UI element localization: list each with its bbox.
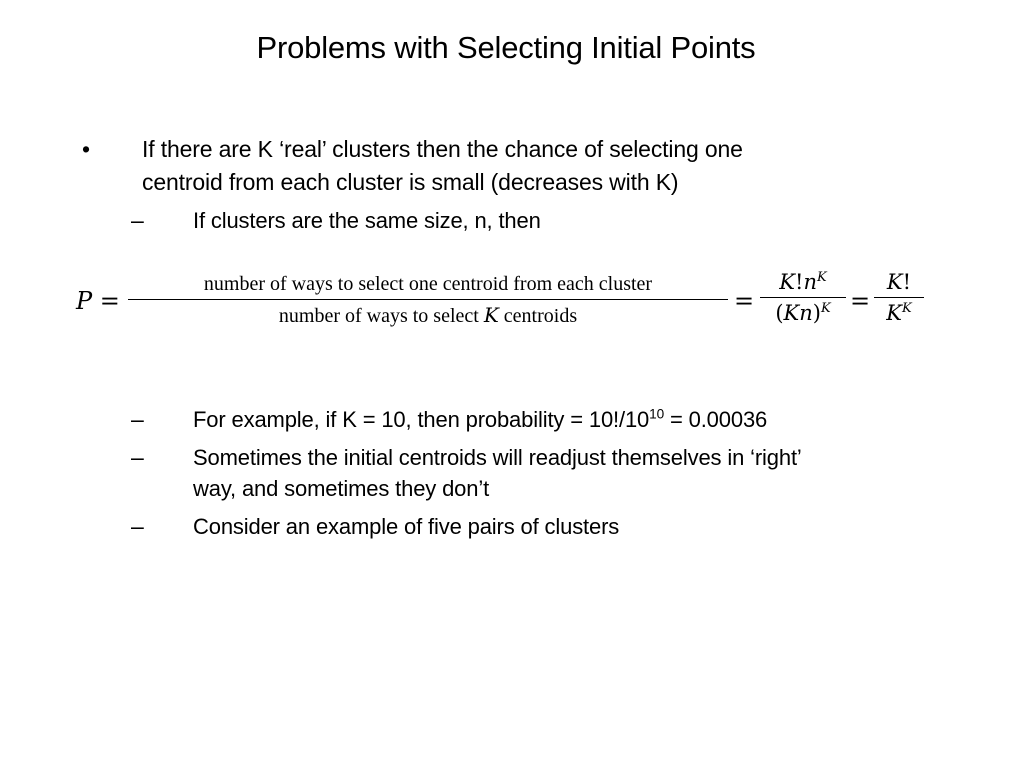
formula-p: P [76, 287, 93, 315]
fraction3-numerator [874, 269, 924, 295]
fraction-bar [128, 299, 728, 300]
num3-k: K [886, 270, 903, 294]
num-factorial: ! [794, 270, 804, 294]
probability-formula [74, 266, 934, 346]
den-paren-open: ( [775, 301, 784, 325]
fraction3-bar [874, 297, 924, 298]
fraction2-bar [760, 297, 846, 298]
subbullet-marker: – [131, 207, 144, 233]
denominator-var-k: K [483, 303, 499, 327]
den3-k: K [886, 301, 902, 325]
den-exponent: K [820, 301, 831, 316]
subbullet-text: Consider an example of five pairs of clusters [193, 514, 620, 539]
example-text: For example, if K = 10, then probability = 10!/10 [193, 407, 650, 432]
example-exponent: 10 [649, 406, 665, 422]
subbullet-text-line-2: way, and sometimes they don’t [193, 476, 490, 501]
formula-fraction-k-factorial-k [874, 269, 924, 326]
denominator-text-b: centroids [498, 305, 578, 327]
den-paren-close: ) [812, 301, 821, 325]
fraction-numerator: number of ways to select one centroid from each cluster [203, 273, 653, 295]
num-k: K [779, 270, 795, 294]
num-n: n [803, 270, 817, 294]
subbullet-text-line-1: Sometimes the initial centroids will readjust themselves in ‘right’ [193, 445, 802, 470]
fraction-denominator [128, 302, 728, 329]
num-exponent: K [816, 270, 827, 285]
subbullet-text: If clusters are the same size, n, then [193, 208, 541, 233]
subbullet-marker: – [131, 444, 144, 470]
bullet-text-line-1: If there are K ‘real’ clusters then the chance of selecting one [142, 136, 743, 162]
formula-equals-2: = [734, 287, 755, 315]
num3-factorial: ! [902, 270, 912, 294]
slide-title: Problems with Selecting Initial Points [256, 30, 756, 65]
subbullet-marker: – [131, 406, 144, 432]
subbullet-example [193, 403, 767, 436]
fraction2-numerator [760, 269, 846, 295]
bullet-marker: • [82, 136, 91, 162]
fraction3-denominator [874, 300, 924, 326]
den-kn: Kn [783, 301, 813, 325]
denominator-text-a: number of ways to select [278, 305, 484, 327]
example-result: = 0.00036 [664, 407, 768, 432]
formula-lhs [76, 287, 120, 315]
formula-fraction-k-factorial-n [760, 269, 846, 326]
formula-fraction-ways [128, 271, 728, 329]
formula-equals-3: = [850, 287, 871, 315]
formula-equals-1: = [99, 287, 120, 315]
den3-exponent: K [901, 301, 912, 316]
bullet-text-line-2: centroid from each cluster is small (decreases with K) [142, 169, 679, 195]
fraction2-denominator [760, 300, 846, 326]
subbullet-marker: – [131, 513, 144, 539]
